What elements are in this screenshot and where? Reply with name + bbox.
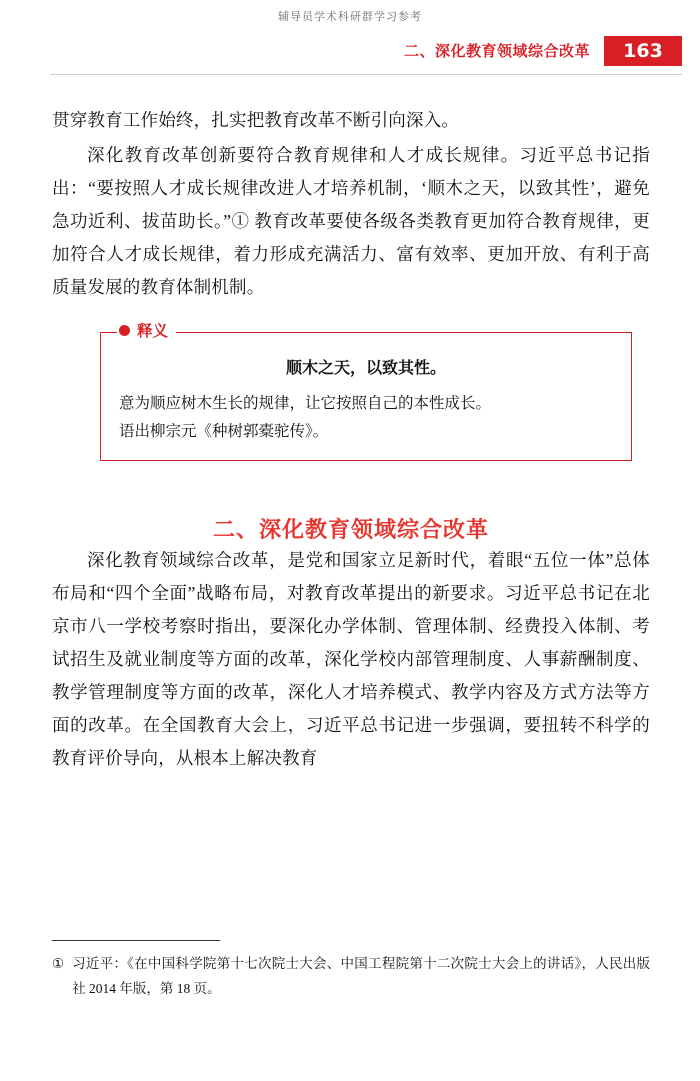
paragraph-continued: 贯穿教育工作始终，扎实把教育改革不断引向深入。: [52, 110, 460, 130]
running-head: [0, 36, 700, 66]
callout-label-text: 释义: [137, 322, 169, 340]
callout-source: 语出柳宗元《种树郭橐驼传》。: [119, 423, 329, 440]
footnote-item: [52, 951, 650, 1001]
callout-label: [117, 319, 176, 341]
footnote-text: 习近平：《在中国科学院第十七次院士大会、中国工程院第十二次院士大会上的讲话》，人民出版社 2014 年版，第 18 页。: [72, 956, 650, 996]
page-number: 163: [604, 36, 682, 66]
footnote-divider: [52, 940, 220, 941]
bullet-dot-icon: [119, 325, 130, 336]
watermark-text: 辅导员学术科研群学习参考: [278, 10, 422, 23]
running-head-title: 二、深化教育领域综合改革: [403, 42, 590, 60]
callout-explanation: 意为顺应树木生长的规律，让它按照自己的本性成长。: [119, 395, 492, 412]
section-heading: 二、深化教育领域综合改革: [212, 518, 489, 543]
footnote-marker: ①: [52, 956, 65, 971]
definition-callout: [100, 322, 632, 461]
header-divider: [50, 74, 682, 75]
page-content: [52, 104, 650, 775]
footnote-area: [52, 940, 650, 1001]
section-paragraph-1: 深化教育领域综合改革，是党和国家立足新时代，着眼“五位一体”总体布局和“四个全面”战略布局，对教育改革提出的新要求。习近平总书记在北京市八一学校考察时指出，要深化办学体制、管理体制、经费投入体制、考试招生及就业制度等方面的改革，深化学校内部管理制度、人事薪酬制度、教学管理制度等方面的改革，深化人才培养模式、教学内容及方式方法等方面的改革。在全国教育大会上，习近平总书记进一步强调，要扭转不科学的教育评价导向，从根本上解决教育: [52, 550, 650, 768]
paragraph-education-reform: 深化教育改革创新要符合教育规律和人才成长规律。习近平总书记指出：“要按照人才成长规律改进人才培养机制，‘顺木之天，以致其性’，避免急功近利、拔苗助长。”① 教育改革要使各级各类教育更加符合教育规律，更加符合人才成长规律，着力形成充满活力、富有效率、更加开放、有利于高质量发展的教育体制机制。: [52, 145, 650, 297]
callout-term: 顺木之天，以致其性。: [285, 360, 446, 377]
